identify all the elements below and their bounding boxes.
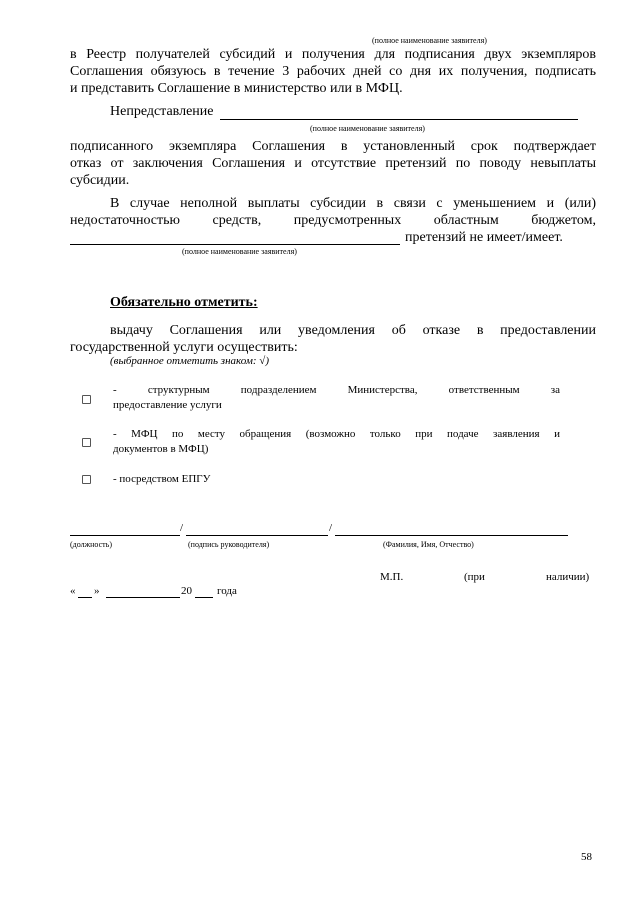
applicant-name-field-1[interactable]	[220, 119, 578, 120]
mandatory-line1: выдачу Соглашения или уведомления об отказе в предоставлении	[110, 323, 596, 338]
stamp-nalichii: наличии)	[546, 571, 590, 583]
para1-line3: и представить Соглашение в министерство или в МФЦ.	[70, 81, 403, 96]
position-field[interactable]	[70, 535, 180, 536]
day-field[interactable]	[78, 597, 92, 598]
para3-line2: недостаточностью средств, предусмотренных областным бюджетом,	[70, 213, 596, 228]
applicant-caption-2: (полное наименование заявителя)	[310, 124, 425, 133]
para2-line3: субсидии.	[70, 173, 130, 188]
option-ministry-line2: предоставление услуги	[113, 399, 222, 411]
date-open-quote: «	[70, 585, 76, 597]
stamp-mp: М.П.	[380, 571, 404, 583]
para2-lead: Непредставление	[110, 104, 214, 119]
year-field[interactable]	[195, 597, 213, 598]
page-number: 58	[581, 851, 592, 863]
para1-line1: в Реестр получателей субсидий и получения для подписания двух экземпляров	[70, 47, 596, 62]
para2-line1: подписанного экземпляра Соглашения в установленный срок подтверждает	[70, 139, 596, 154]
option-checkbox-ministry[interactable]	[82, 395, 91, 404]
stamp-pri: (при	[464, 571, 485, 583]
mandatory-heading: Обязательно отметить:	[110, 295, 258, 310]
mandatory-line2: государственной услуги осуществить:	[70, 340, 298, 355]
option-mfc-line1: - МФЦ по месту обращения (возможно только при подаче заявления и	[113, 428, 560, 440]
signature-caption: (подпись руководителя)	[188, 540, 270, 549]
top-applicant-caption: (полное наименование заявителя)	[372, 36, 487, 45]
para2-line2: отказ от заключения Соглашения и отсутствие претензий по поводу невыплаты	[70, 156, 596, 171]
month-field[interactable]	[106, 597, 180, 598]
signature-slash-1: /	[180, 522, 184, 534]
para3-tail: претензий не имеет/имеет.	[405, 230, 563, 245]
position-caption: (должность)	[70, 540, 112, 549]
signature-slash-2: /	[329, 522, 333, 534]
para3-line1: В случае неполной выплаты субсидии в связи с уменьшением и (или)	[110, 196, 596, 211]
option-epgu-line1: - посредством ЕПГУ	[113, 473, 211, 485]
option-ministry-line1: - структурным подразделением Министерства, ответственным за	[113, 384, 560, 396]
year-prefix: 20	[181, 585, 192, 597]
full-name-caption: (Фамилия, Имя, Отчество)	[383, 540, 474, 549]
option-checkbox-mfc[interactable]	[82, 438, 91, 447]
date-close-quote: »	[94, 585, 100, 597]
year-word: года	[217, 585, 237, 597]
para1-line2: Соглашения обязуюсь в течение 3 рабочих дней со дня их получения, подписать	[70, 64, 596, 79]
option-checkbox-epgu[interactable]	[82, 475, 91, 484]
signature-field[interactable]	[186, 535, 328, 536]
applicant-caption-3: (полное наименование заявителя)	[182, 247, 297, 256]
option-mfc-line2: документов в МФЦ)	[113, 443, 209, 455]
applicant-name-field-2[interactable]	[70, 244, 400, 245]
full-name-field[interactable]	[335, 535, 568, 536]
mandatory-hint: (выбранное отметить знаком: √)	[110, 355, 270, 367]
